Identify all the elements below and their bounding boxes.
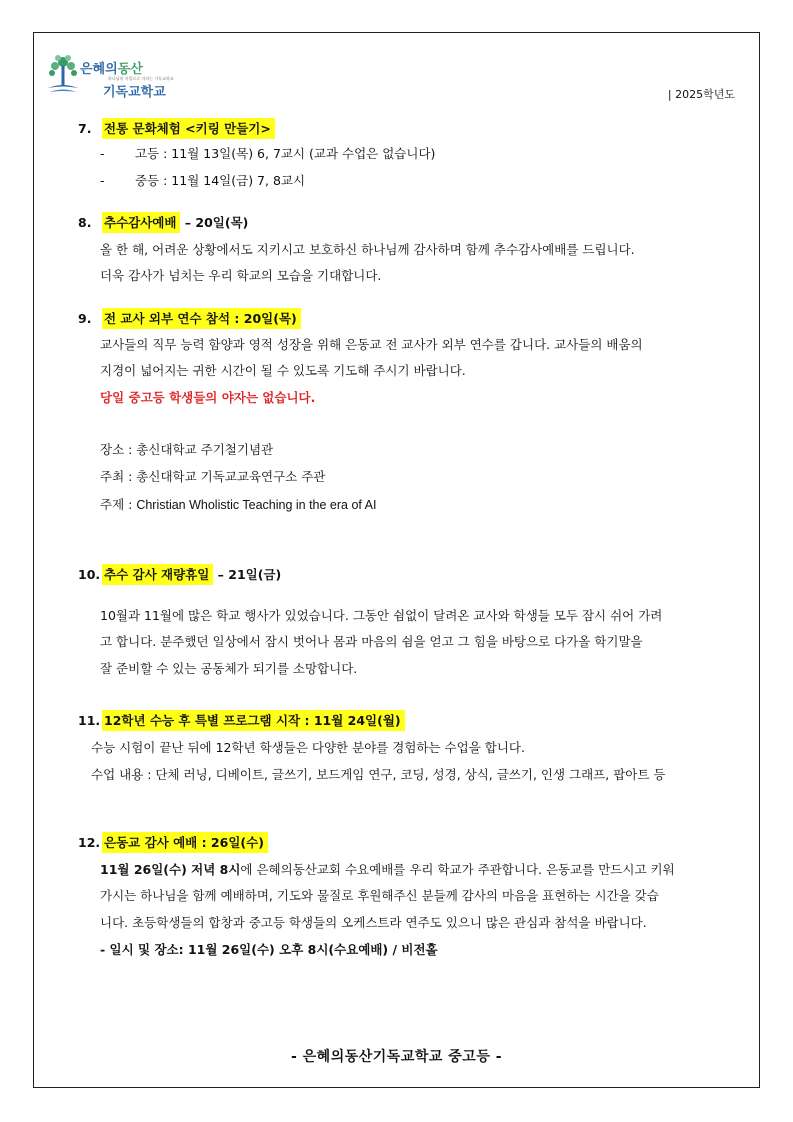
section-9-place: 장소 : 총신대학교 주기철기념관: [100, 442, 274, 457]
section-7-heading: 7. 전통 문화체험 <키링 만들기>: [78, 121, 275, 137]
section-8-line: 올 한 해, 어려운 상황에서도 지키시고 보호하신 하나님께 감사하며 함께 추수감사예배를 드립니다.: [100, 242, 635, 257]
section-9-line: 지경이 넓어지는 귀한 시간이 될 수 있도록 기도해 주시기 바랍니다.: [100, 363, 466, 378]
section-12-line: 11월 26일(수) 저녁 8시에 은혜의동산교회 수요예배를 우리 학교가 주관합니다. 은동교를 만드시고 키워: [100, 862, 675, 877]
section-11-title: 12학년 수능 후 특별 프로그램 시작 : 11월 24일(월): [102, 710, 405, 731]
section-9-line: 교사들의 직무 능력 함양과 영적 성장을 위해 은동교 전 교사가 외부 연수를 갑니다. 교사들의 배움의: [100, 337, 643, 352]
school-year-label: | 2025학년도: [667, 88, 735, 101]
section-9-theme: 주제 : Christian Wholistic Teaching in the era of AI: [100, 497, 377, 512]
section-11-line: 수능 시험이 끝난 뒤에 12학년 학생들은 다양한 분야를 경험하는 수업을 합니다.: [91, 740, 525, 755]
section-11-line: 수업 내용 : 단체 러닝, 디베이트, 글쓰기, 보드게임 연구, 코딩, 성경, 상식, 글쓰기, 인생 그래프, 팝아트 등: [91, 767, 666, 782]
logo-text-bottom: 기독교학교: [103, 85, 166, 100]
section-11-heading: 11. 12학년 수능 후 특별 프로그램 시작 : 11월 24일(월): [78, 713, 405, 729]
logo-text-top: 은혜의동산: [80, 62, 143, 77]
section-9-host: 주최 : 총신대학교 기독교교육연구소 주관: [100, 469, 326, 484]
section-7-item: - 고등 : 11월 13일(목) 6, 7교시 (교과 수업은 없습니다): [100, 146, 436, 161]
tree-icon: [46, 52, 80, 98]
section-10-heading: 10. 추수 감사 재량휴일 – 21일(금): [78, 567, 281, 583]
section-8-title: 추수감사예배: [102, 212, 180, 233]
section-7-item: - 중등 : 11월 14일(금) 7, 8교시: [100, 173, 306, 188]
section-12-schedule: - 일시 및 장소: 11월 26일(수) 오후 8시(수요예배) / 비전홀: [100, 942, 438, 957]
section-12-title: 은동교 감사 예배 : 26일(수): [102, 832, 268, 853]
section-10-line: 10월과 11월에 많은 학교 행사가 있었습니다. 그동안 쉼없이 달려온 교사와 학생들 모두 잠시 쉬어 가려: [100, 608, 663, 623]
section-12-line: 니다. 초등학생들의 합창과 중고등 학생들의 오케스트라 연주도 있으니 많은 관심과 참석을 바랍니다.: [100, 915, 647, 930]
section-10-line: 잘 준비할 수 있는 공동체가 되기를 소망합니다.: [100, 661, 358, 676]
section-9-title: 전 교사 외부 연수 참석 : 20일(목): [102, 308, 301, 329]
section-8-heading: 8. 추수감사예배 – 20일(목): [78, 215, 248, 231]
footer-school-name: - 은혜의동산기독교학교 중고등 -: [290, 1049, 503, 1065]
section-10-line: 고 합니다. 분주했던 일상에서 잠시 벗어나 몸과 마음의 쉼을 얻고 그 힘을 바탕으로 다가올 학기말을: [100, 634, 643, 649]
section-9-heading: 9. 전 교사 외부 연수 참석 : 20일(목): [78, 311, 301, 327]
logo-tagline: 하나님의 사랑으로 자라는 기독교학교: [108, 76, 174, 81]
section-7-title: 전통 문화체험 <키링 만들기>: [102, 118, 275, 139]
section-12-line: 가시는 하나님을 함께 예배하며, 기도와 물질로 후원해주신 분들께 감사의 마음을 표현하는 시간을 갖습: [100, 888, 659, 903]
section-12-heading: 12. 은동교 감사 예배 : 26일(수): [78, 835, 268, 851]
section-9-notice: 당일 중고등 학생들의 야자는 없습니다.: [100, 390, 316, 405]
school-logo: [46, 52, 176, 100]
section-8-line: 더욱 감사가 넘치는 우리 학교의 모습을 기대합니다.: [100, 268, 382, 283]
section-10-title: 추수 감사 재량휴일: [102, 564, 213, 585]
